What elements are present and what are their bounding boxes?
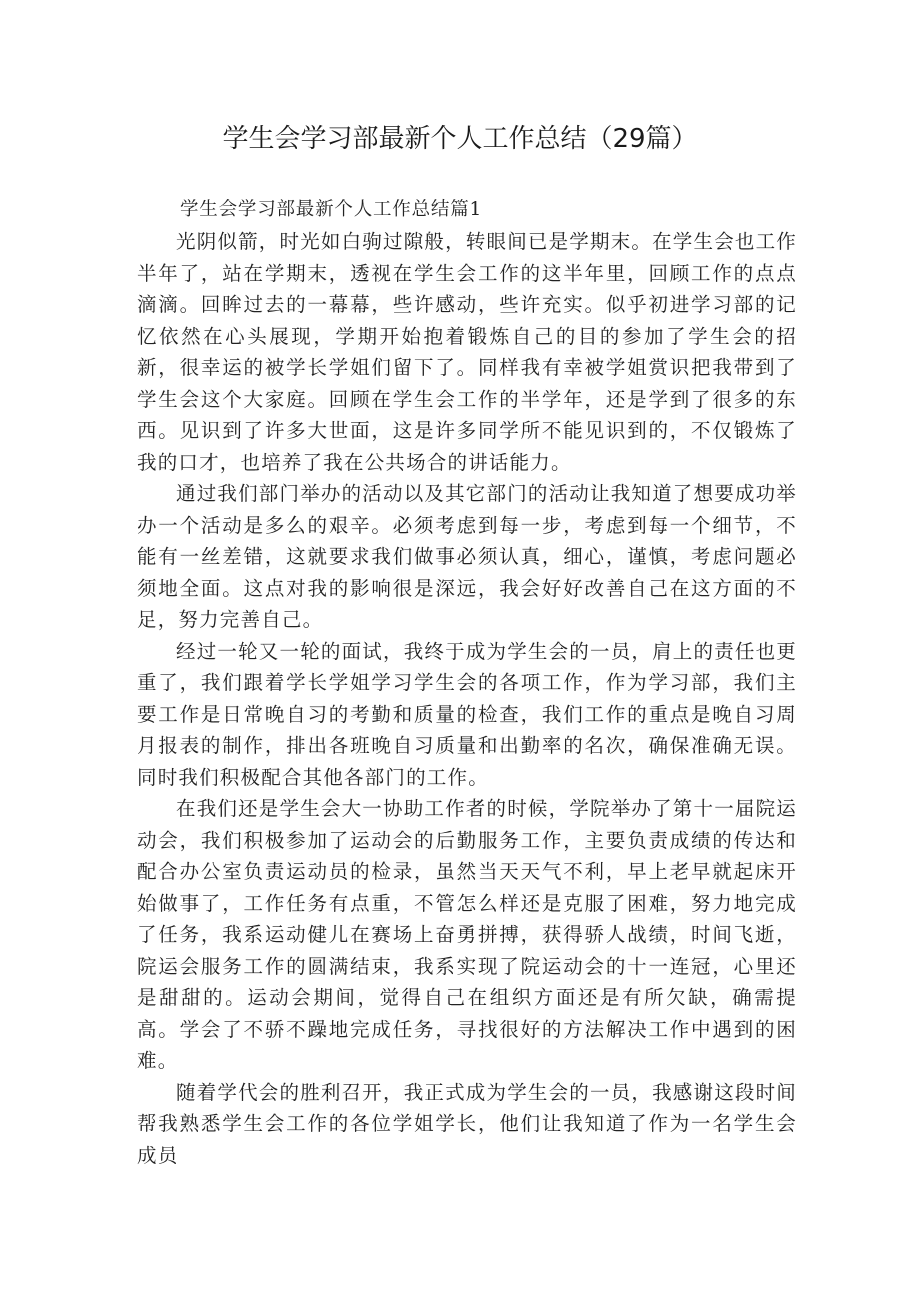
document-title: 学生会学习部最新个人工作总结（29篇） [222,124,698,154]
section-heading: 学生会学习部最新个人工作总结篇1 [180,199,483,220]
paragraph: 在我们还是学生会大一协助工作者的时候，学院举办了第十一届院运动会，我们积极参加了运动会的后勤服务工作，主要负责成绩的传达和配合办公室负责运动员的检录，虽然当天天气不利，早上老早就起床开始做事了，工作任务有点重，不管怎么样还是克服了困难，努力地完成了任务，我系运动健儿在赛场上奋勇拼搏，获得骄人战绩，时间飞逝，院运会服务工作的圆满结束，我系实现了院运动会的十一连冠，心里还是甜甜的。运动会期间，觉得自己在组织方面还是有所欠缺，确需提高。学会了不骄不躁地完成任务，寻找很好的方法解决工作中遇到的困难。 [137,797,798,1072]
paragraph: 随着学代会的胜利召开，我正式成为学生会的一员，我感谢这段时间帮我熟悉学生会工作的各位学姐学长，他们让我知道了作为一名学生会成员 [137,1080,798,1167]
paragraph: 经过一轮又一轮的面试，我终于成为学生会的一员，肩上的责任也更重了，我们跟着学长学姐学习学生会的各项工作，作为学习部，我们主要工作是日常晚自习的考勤和质量的检查，我们工作的重点是晚自习周月报表的制作，排出各班晚自习质量和出勤率的名次，确保准确无误。同时我们积极配合其他各部门的工作。 [137,639,798,789]
paragraph: 光阴似箭，时光如白驹过隙般，转眼间已是学期末。在学生会也工作半年了，站在学期末，透视在学生会工作的这半年里，回顾工作的点点滴滴。回眸过去的一幕幕，些许感动，些许充实。似乎初进学习部的记忆依然在心头展现，学期开始抱着锻炼自己的目的参加了学生会的招新，很幸运的被学长学姐们留下了。同样我有幸被学姐赏识把我带到了学生会这个大家庭。回顾在学生会工作的半学年，还是学到了很多的东西。见识到了许多大世面，这是许多同学所不能见识到的，不仅锻炼了我的口才，也培养了我在公共场合的讲话能力。 [137,230,798,474]
paragraph: 通过我们部门举办的活动以及其它部门的活动让我知道了想要成功举办一个活动是多么的艰辛。必须考虑到每一步，考虑到每一个细节，不能有一丝差错，这就要求我们做事必须认真，细心，谨慎，考虑问题必须地全面。这点对我的影响很是深远，我会好好改善自己在这方面的不足，努力完善自己。 [137,482,798,631]
document-body [137,226,797,1171]
